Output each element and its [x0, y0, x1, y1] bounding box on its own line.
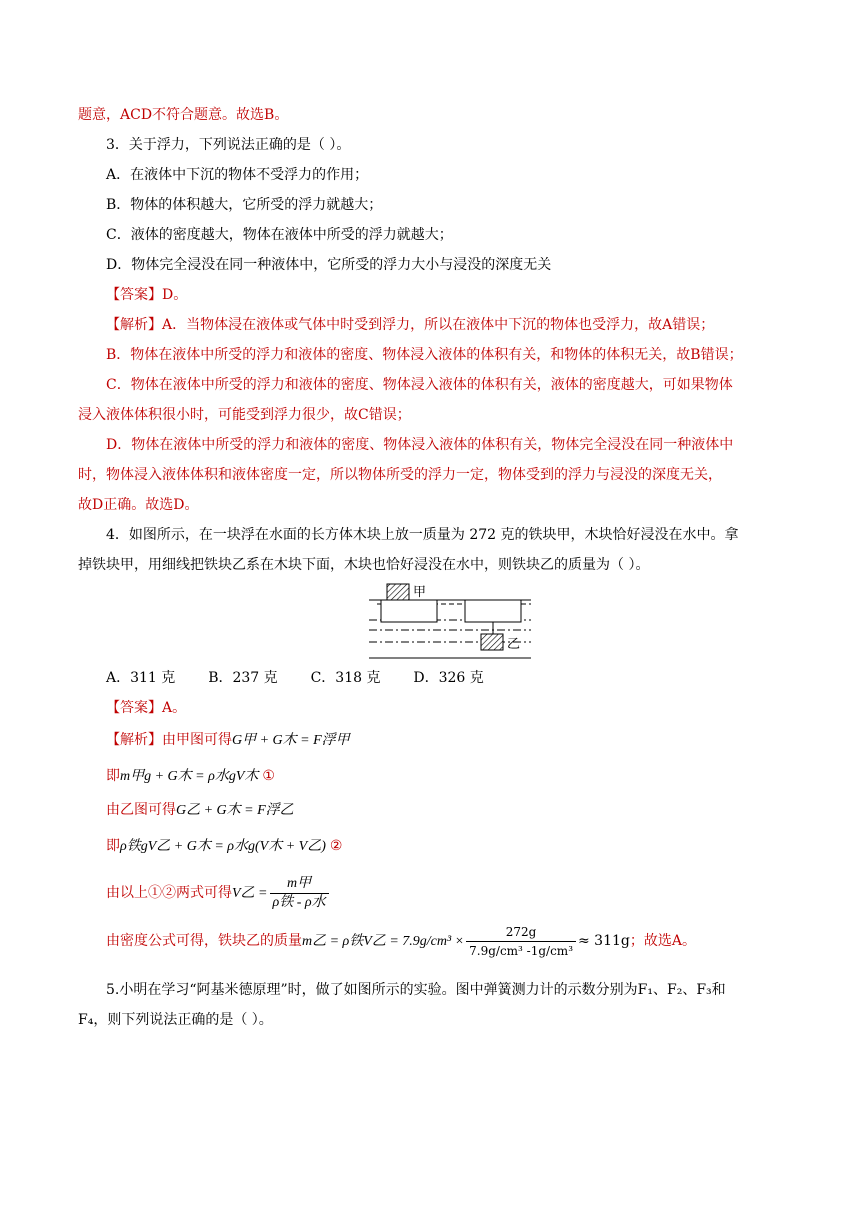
q3-analysis-d2: 时，物体浸入液体体积和液体密度一定，所以物体所受的浮力一定，物体受到的浮力与浸没的深度无关， [78, 467, 722, 483]
analysis-a-text: A．当物体浸在液体或气体中时受到浮力，所以在液体中下沉的物体也受浮力，故A错误； [162, 317, 715, 333]
q4-step6 [106, 922, 696, 961]
step-lhs: m乙 = ρ铁V乙 = 7.9g/cm³ × [302, 934, 465, 949]
wood-block-left [381, 600, 437, 622]
q3-analysis-c2: 浸入液体体积很小时，可能受到浮力很少，故C错误； [78, 407, 411, 423]
q3-analysis-d3: 故D正确。故选D。 [78, 497, 199, 513]
q4-stem-line2: 掉铁块甲，用细线把铁块乙系在木块下面，木块也恰好浸没在水中，则铁块乙的质量为（ ）。 [78, 557, 650, 573]
analysis-label: 【解析】 [106, 317, 162, 333]
q3-option-b: B．物体的体积越大，它所受的浮力就越大； [106, 197, 383, 213]
wood-block-right [465, 600, 521, 622]
q3-option-a: A．在液体中下沉的物体不受浮力的作用； [106, 167, 369, 183]
equation-mark: ② [329, 838, 343, 854]
q5-stem-line2: F₄，则下列说法正确的是（ ）。 [78, 1012, 273, 1028]
fraction-numerator: 272g [466, 923, 576, 942]
q3-option-d: D．物体完全浸没在同一种液体中，它所受的浮力大小与浸没的深度无关 [106, 257, 552, 273]
previous-answer-tail: 题意，ACD不符合题意。故选B。 [78, 107, 289, 123]
step-text: 由以上①②两式可得 [106, 885, 232, 901]
step-formula: m甲g + G木 = ρ水gV木 [120, 769, 259, 784]
q3-answer: 【答案】D。 [106, 287, 188, 303]
fraction [270, 875, 329, 912]
q4-step4 [106, 836, 342, 857]
iron-block-jia [387, 584, 409, 600]
step-text: 由密度公式可得，铁块乙的质量 [106, 933, 302, 949]
q3-analysis-b: B．物体在液体中所受的浮力和液体的密度、物体浸入液体的体积有关，和物体的体积无关，故B错误； [106, 347, 743, 363]
q4-stem-line1: 4．如图所示，在一块浮在水面的长方体木块上放一质量为 272 克的铁块甲，木块恰好浸没在水中。拿 [106, 527, 739, 543]
fraction-numerator: m甲 [270, 875, 329, 894]
iron-block-yi [481, 634, 503, 650]
q3-stem: 3．关于浮力，下列说法正确的是（ ）。 [106, 137, 351, 153]
fraction-denominator: ρ铁 - ρ水 [272, 894, 326, 910]
step-text: 由甲图可得 [162, 732, 232, 748]
step-tail: ；故选A。 [629, 933, 696, 949]
label-jia: 甲 [413, 585, 427, 600]
q3-analysis-a [106, 315, 714, 335]
q4-step3 [106, 800, 294, 821]
q3-analysis-d1: D．物体在液体中所受的浮力和液体的密度、物体浸入液体的体积有关，物体完全浸没在同一种液体中 [106, 437, 734, 453]
step-text: 即 [106, 768, 120, 784]
step-formula: G甲 + G木 = F浮甲 [232, 733, 350, 748]
q3-analysis-c1: C．物体在液体中所受的浮力和液体的密度、物体浸入液体的体积有关，液体的密度越大，可如果物体 [106, 377, 733, 393]
label-yi: 乙 [507, 637, 521, 652]
fraction [466, 923, 576, 960]
q4-option-d: D．326 克 [413, 670, 484, 686]
q4-answer: 【答案】A。 [106, 700, 187, 716]
step-lhs: V乙 = [232, 886, 268, 901]
fraction-denominator: 7.9g/cm³ -1g/cm³ [469, 943, 573, 958]
q4-step5 [106, 874, 331, 913]
result: ≈ 311g [578, 933, 630, 949]
q4-step2 [106, 766, 275, 787]
step-formula: G乙 + G木 = F浮乙 [176, 803, 294, 818]
q4-step1 [106, 730, 350, 751]
q3-option-c: C．液体的密度越大，物体在液体中所受的浮力就越大； [106, 227, 453, 243]
step-text: 由乙图可得 [106, 802, 176, 818]
analysis-label: 【解析】 [106, 732, 162, 748]
q4-option-c: C．318 克 [310, 670, 381, 686]
q4-option-a: A．311 克 [106, 670, 176, 686]
step-text: 即 [106, 838, 120, 854]
floating-block-figure [369, 582, 531, 662]
q4-option-b: B．237 克 [208, 670, 278, 686]
q4-options-row [106, 668, 484, 688]
q5-stem-line1: 5.小明在学习“阿基米德原理”时，做了如图所示的实验。图中弹簧测力计的示数分别为F₁、F₂、F₃和 [106, 982, 726, 998]
step-formula: ρ铁gV乙 + G木 = ρ水g(V木 + V乙) [120, 839, 326, 854]
equation-mark: ① [262, 768, 275, 784]
